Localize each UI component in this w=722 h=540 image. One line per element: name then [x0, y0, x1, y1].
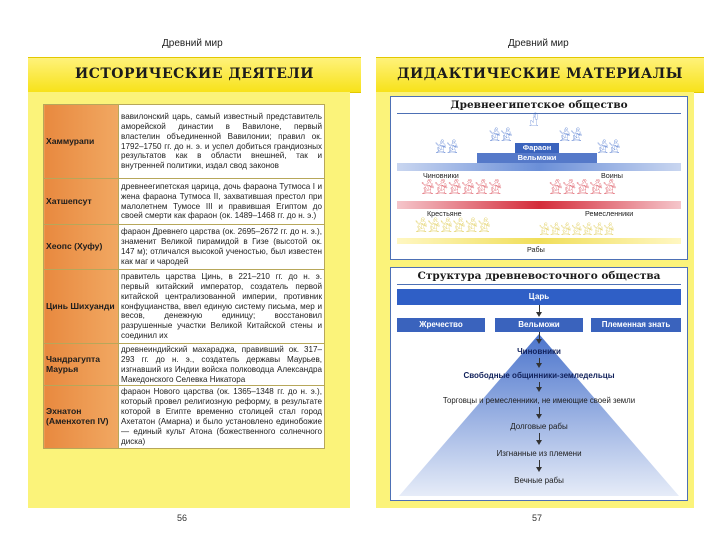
- figure-name: Чандрагупта Маурья: [44, 344, 119, 386]
- arrow-down-icon: [536, 414, 542, 419]
- officials-warriors-band: [397, 163, 681, 171]
- king-bar: Царь: [397, 289, 681, 305]
- figure-description: вавилонский царь, самый известный представитель аморейской династии в Вавилоне, первый властелин объединенной Вавилонии; правил ок. 1792–1750 гг. до н. э. и успел добиться грандиозных результатов как в области внешней, так и внутренней политики, издал свод законов: [119, 105, 325, 179]
- table-row: [44, 105, 325, 179]
- priests-bar: Жречество: [397, 318, 485, 332]
- figure-name: Эхнатон (Аменхотеп IV): [44, 386, 119, 448]
- arrow-down-icon: [536, 387, 542, 392]
- table-row: [44, 225, 325, 270]
- title-underline: [397, 113, 681, 114]
- egypt-diagram-title: Древнеегипетское общество: [450, 99, 628, 111]
- free-farmers-level: Свободные общинники-земледельцы: [463, 371, 615, 380]
- pharaoh-figure-icon: 𓀭: [529, 114, 539, 129]
- east-society-diagram: [390, 267, 688, 501]
- debt-slaves-level: Долговые рабы: [510, 422, 568, 431]
- banner-title-left: ИСТОРИЧЕСКИЕ ДЕЯТЕЛИ: [74, 66, 314, 82]
- arrow-down-icon: [536, 363, 542, 368]
- warriors-label: Воины: [601, 171, 623, 180]
- tribal-nobility-bar: Племенная знать: [591, 318, 681, 332]
- figure-name: Хатшепсут: [44, 179, 119, 225]
- table-row: [44, 386, 325, 448]
- official-figures-icon: 𓀀𓀀: [435, 141, 459, 156]
- figure-description: древнеиндийский махараджа, правивший ок. 317–293 гг. до н. э., создатель державы Маурьев, изгнавший из Индии войска полководца Александра Македонского Селевка Никатора: [119, 344, 325, 386]
- table-row: [44, 179, 325, 225]
- running-header-left: Древний мир: [162, 38, 223, 49]
- artisans-label: Ремесленники: [585, 209, 634, 218]
- officials-label: Чиновники: [423, 171, 459, 180]
- banner-right: [376, 57, 704, 93]
- egypt-society-diagram: [390, 96, 688, 260]
- figure-description: фараон Нового царства (ок. 1365–1348 гг. до н. э.), который провел религиозную реформу, в результате которой в Египте временно столицей стал город Ахетатон (Амарна) и было установлено единобожие — единый культ Атона (божественного солнечного диска): [119, 386, 325, 448]
- banner-title-right: ДИДАКТИЧЕСКИЕ МАТЕРИАЛЫ: [397, 66, 683, 82]
- slave-figures-icon: 𓀀𓀀𓀀𓀀𓀀𓀀: [415, 219, 491, 235]
- nobles-step: Вельможи: [477, 153, 597, 163]
- officials-level: Чиновники: [517, 347, 561, 356]
- figure-description: правитель царства Цинь, в 221–210 гг. до н. э. первый китайский император, создатель первой китайской централизованной империи, противник конфуцианства, ввел единую систему письма, мер и весов, денежную единицу; восстановил разрушенные участки Великой Китайской стены и соединил их: [119, 270, 325, 344]
- east-diagram-title: Структура древневосточного общества: [417, 270, 661, 282]
- table-row: [44, 344, 325, 386]
- slave-figures-icon: 𓀀𓀀𓀀𓀀𓀀𓀀𓀀: [539, 224, 615, 238]
- page-number-left: 56: [177, 513, 188, 523]
- slaves-band: [397, 238, 681, 244]
- figure-name: Хеопс (Хуфу): [44, 225, 119, 270]
- banner-left: [28, 57, 361, 93]
- arrow-down-icon: [536, 339, 542, 344]
- eternal-slaves-level: Вечные рабы: [514, 476, 564, 485]
- pharaoh-step: Фараон: [515, 143, 559, 153]
- peasants-label: Крестьяне: [427, 209, 462, 218]
- traders-level: Торговцы и ремесленники, не имеющие своей земли: [442, 396, 636, 405]
- noble-figures-icon: 𓀀𓀀: [489, 129, 513, 144]
- warrior-figures-icon: 𓀀𓀀: [597, 141, 621, 156]
- slaves-label: Рабы: [527, 245, 545, 254]
- page-number-right: 57: [532, 513, 543, 523]
- peasants-artisans-band: [397, 201, 681, 209]
- figures-table: [43, 104, 325, 449]
- arrow-down-icon: [536, 467, 542, 472]
- figure-name: Цинь Шихуанди: [44, 270, 119, 344]
- peasant-figures-icon: 𓀀𓀀𓀀𓀀𓀀𓀀: [421, 181, 502, 198]
- figure-description: фараон Древнего царства (ок. 2695–2672 гг. до н. э.), знаменит Великой пирамидой в Гизе (высотой ок. 147 м); отличался высокой ученостью, был известен как маг и чародей: [119, 225, 325, 270]
- figure-name: Хаммурапи: [44, 105, 119, 179]
- arrow-down-icon: [536, 312, 542, 317]
- figure-description: древнеегипетская царица, дочь фараона Тутмоса I и жена фараона Тутмоса II, захватившая престол при малолетнем Тумосе III и правившая Египтом до своей смерти как фараон (ок. 1489–1468 гг. до н. э.): [119, 179, 325, 225]
- table-row: [44, 270, 325, 344]
- artisan-figures-icon: 𓀀𓀀𓀀𓀀𓀀: [549, 181, 617, 198]
- nobles-bar: Вельможи: [495, 318, 583, 332]
- running-header-right: Древний мир: [508, 38, 569, 49]
- exiles-level: Изгнанные из племени: [496, 449, 582, 458]
- arrow-down-icon: [536, 440, 542, 445]
- noble-figures-icon: 𓀀𓀀: [559, 129, 583, 144]
